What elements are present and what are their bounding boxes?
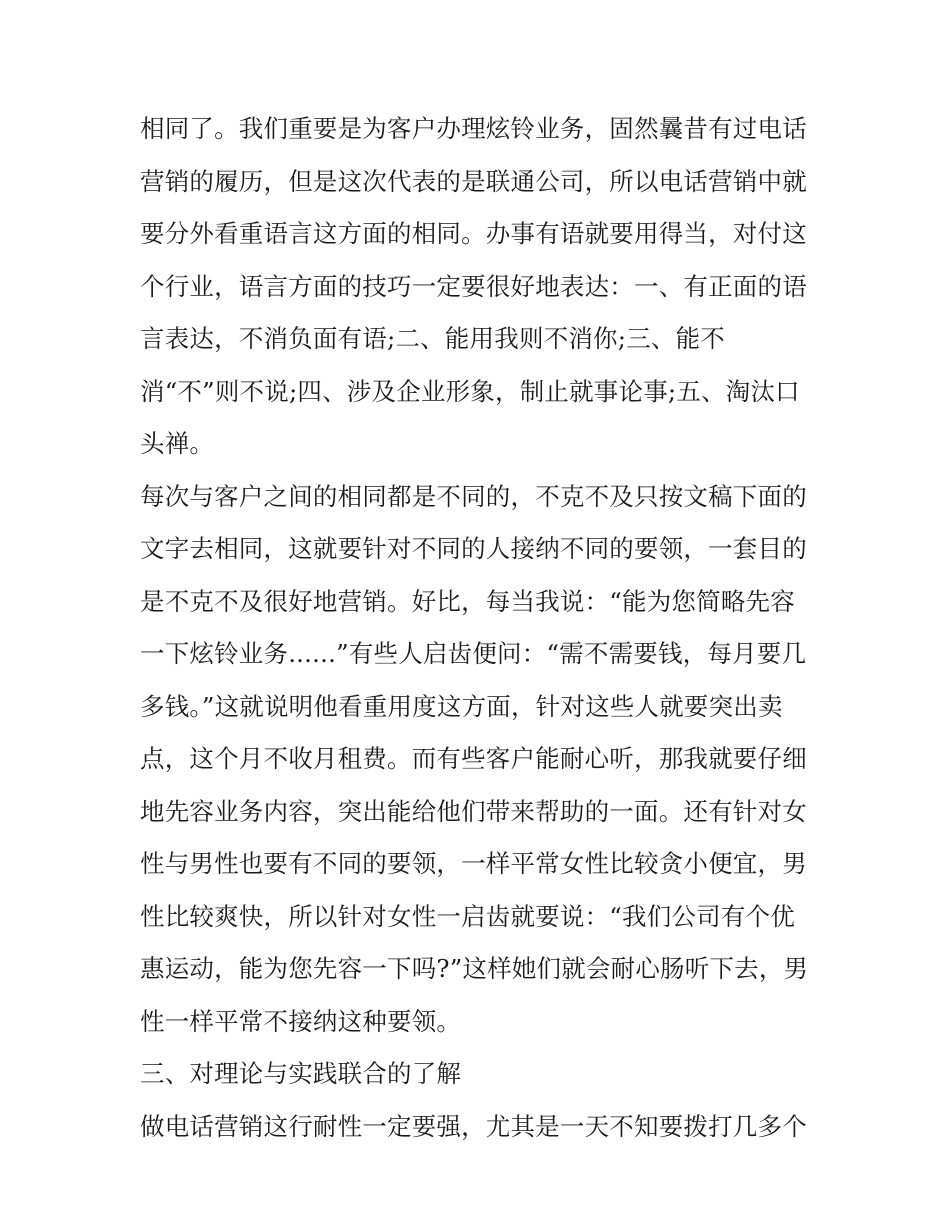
text-line: 营销的履历，但是这次代表的是联通公司，所以电话营销中就	[140, 167, 807, 196]
text-line: 言表达，不消负面有语;二、能用我则不消你;三、能不	[140, 324, 726, 353]
text-line: 惠运动，能为您先容一下吗?”这样她们就会耐心肠听下去，男	[140, 954, 809, 983]
text-line: 要分外看重语言这方面的相同。办事有语就要用得当，对付这	[140, 219, 807, 248]
text-line: 多钱。”这就说明他看重用度这方面，针对这些人就要突出卖	[140, 692, 783, 721]
text-line: 头禅。	[140, 429, 215, 458]
text-line: 性比较爽快，所以针对女性一启齿就要说：“我们公司有个优	[140, 902, 795, 931]
text-line: 性一样平常不接纳这种要领。	[140, 1007, 462, 1036]
section-heading: 三、对理论与实践联合的了解	[140, 1059, 462, 1088]
text-line: 是不克不及很好地营销。好比，每当我说：“能为您简略先容	[140, 587, 795, 616]
text-line: 每次与客户之间的相同都是不同的，不克不及只按文稿下面的	[140, 482, 807, 511]
text-line: 性与男性也要有不同的要领，一样平常女性比较贪小便宜，男	[140, 849, 807, 878]
text-line: 地先容业务内容，突出能给他们带来帮助的一面。还有针对女	[140, 797, 807, 826]
text-line: 个行业，语言方面的技巧一定要很好地表达：一、有正面的语	[140, 272, 807, 301]
text-line: 一下炫铃业务......”有些人启齿便问：“需不需要钱，每月要几	[140, 639, 807, 668]
text-line: 点，这个月不收月租费。而有些客户能耐心听，那我就要仔细	[140, 744, 807, 773]
text-line: 文字去相同，这就要针对不同的人接纳不同的要领，一套目的	[140, 534, 807, 563]
text-line: 消“不”则不说;四、涉及企业形象，制止就事论事;五、淘汰口	[140, 377, 800, 406]
text-line: 相同了。我们重要是为客户办理炫铃业务，固然曩昔有过电话	[140, 114, 807, 143]
text-line: 做电话营销这行耐性一定要强，尤其是一天不知要拨打几多个	[140, 1112, 807, 1141]
